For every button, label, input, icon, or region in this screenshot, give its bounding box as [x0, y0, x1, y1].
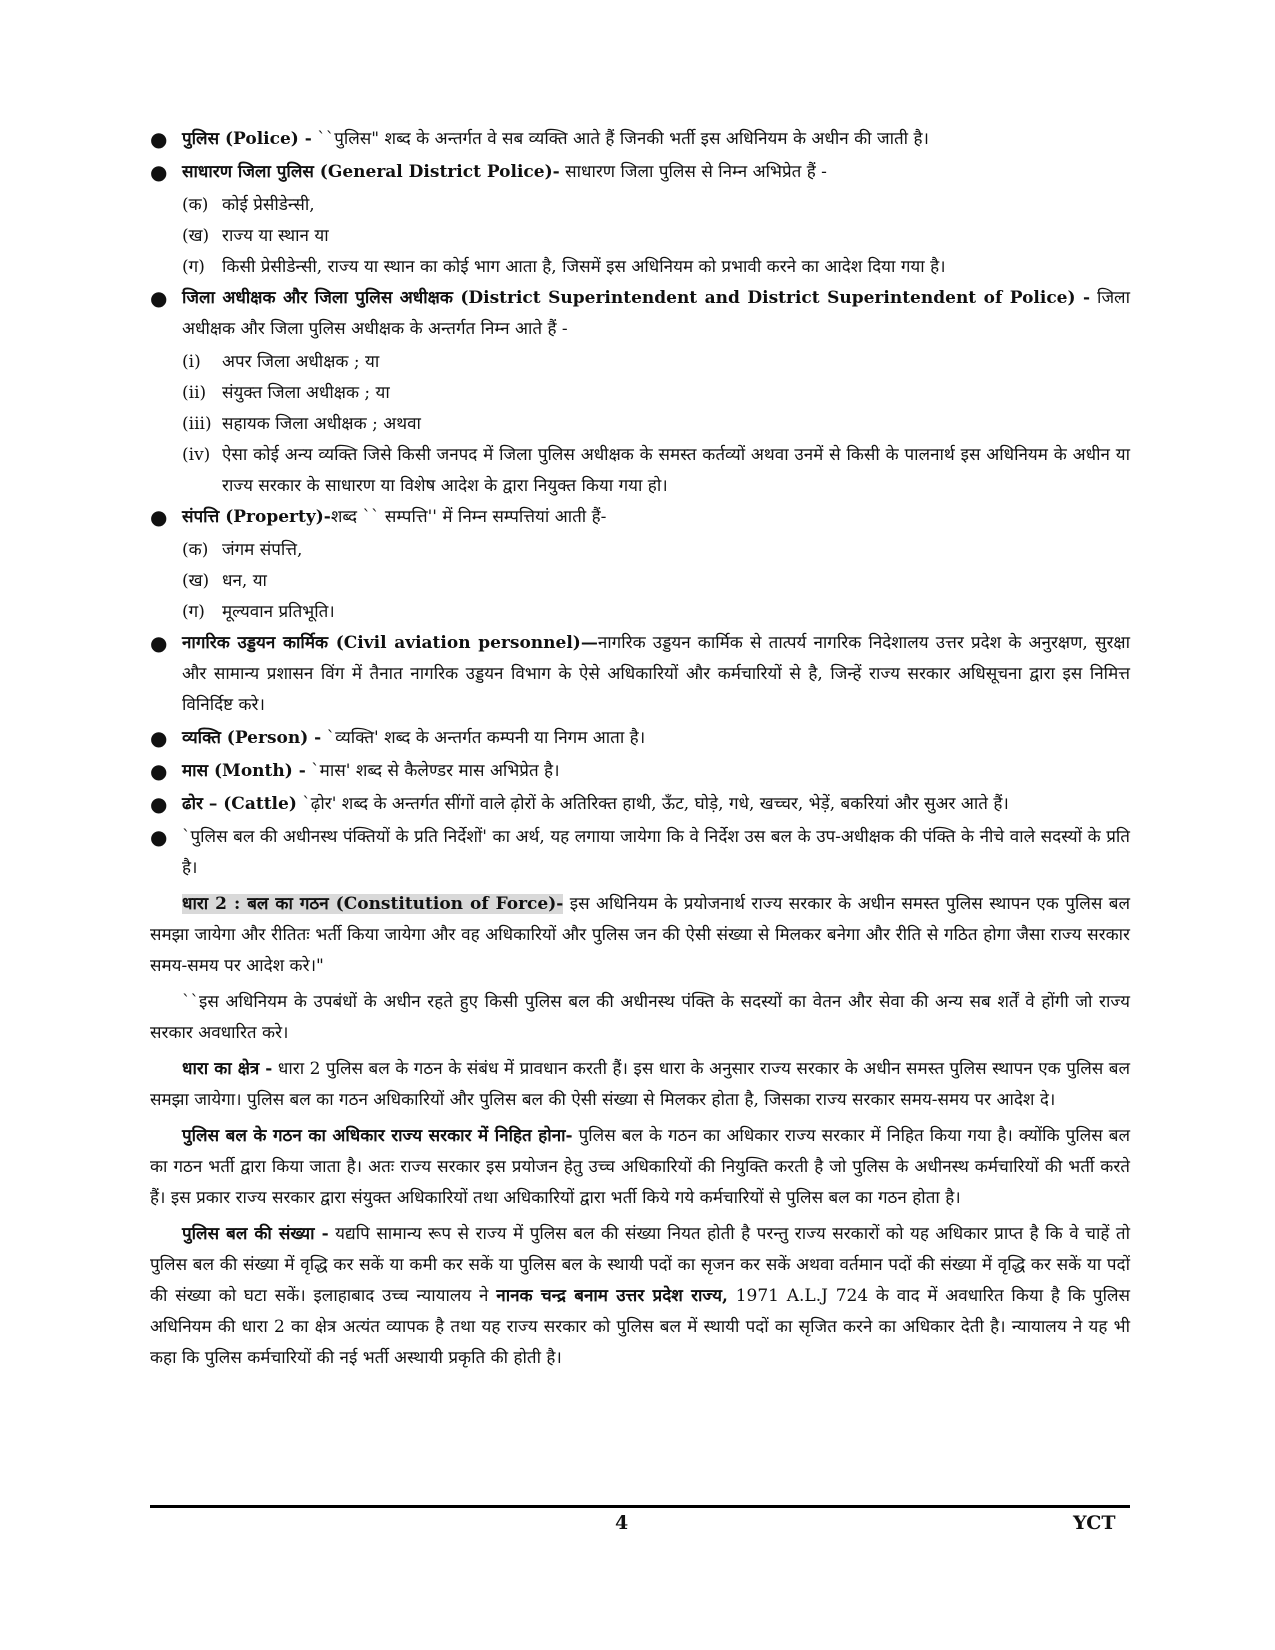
list-item	[150, 597, 1130, 628]
footer-rule	[150, 1505, 1130, 1508]
conditions-paragraph	[150, 987, 1130, 1049]
paragraph-text: यद्यपि सामान्य रूप से राज्य में पुलिस बल की संख्या नियत होती है परन्तु राज्य सरकारों को यह अधिकार प्राप्त है कि वे चाहें तो पुलिस बल की संख्या में वृद्धि कर सकें या कमी कर सकें या पुलिस बल के स्थायी पदों का सृजन कर सकें अथवा वर्तमान पदों की संख्या में वृद्धि कर सकें या पदों की संख्या को घटा सकें। इलाहाबाद उच्च न्यायालय ने	[150, 1224, 1131, 1306]
list-item-text: जंगम संपत्ति,	[222, 540, 303, 560]
power-paragraph	[150, 1121, 1130, 1214]
definition-term: जिला अधीक्षक और जिला पुलिस अधीक्षक (District Superintendent and District Superintendent of Police) -	[182, 288, 1091, 308]
list-item-text: सहायक जिला अधीक्षक ; अथवा	[222, 414, 421, 434]
definition-text: ``पुलिस" शब्द के अन्तर्गत वे सब व्यक्ति आते हैं जिनकी भर्ती इस अधिनियम के अधीन की जाती है।	[311, 129, 929, 149]
paragraph-term: धारा का क्षेत्र -	[182, 1059, 273, 1079]
definition-term: मास (Month) -	[182, 761, 306, 781]
bullet-icon: ●	[150, 631, 168, 655]
definition-term: पुलिस (Police) -	[182, 129, 312, 149]
list-item-label: (ग)	[182, 602, 205, 622]
list-item-label: (ग)	[182, 257, 205, 277]
definition-police	[150, 124, 1130, 155]
paragraph-text: ``इस अधिनियम के उपबंधों के अधीन रहते हुए किसी पुलिस बल की अधीनस्थ पंक्ति के सदस्यों का वेतन और सेवा की अन्य सब शर्तें वे होंगी जो राज्य सरकार अवधारित करे।	[150, 992, 1130, 1043]
list-item-text: अपर जिला अधीक्षक ; या	[222, 352, 380, 372]
definition-term: साधारण जिला पुलिस (General District Police)-	[182, 162, 560, 182]
list-item-text: मूल्यवान प्रतिभूति।	[222, 602, 335, 622]
paragraph-term: पुलिस बल के गठन का अधिकार राज्य सरकार में निहित होना-	[182, 1126, 573, 1146]
section-text: इस अधिनियम के प्रयोजनार्थ राज्य सरकार के अधीन समस्त पुलिस स्थापन एक पुलिस बल समझा जायेगा और रीतितः भर्ती किया जायेगा और वह अधिकारियों और पुलिस जन की ऐसी संख्या से मिलकर बनेगा और रीति से गठित होगा जैसा राज्य सरकार समय-समय पर आदेश करे।"	[150, 894, 1130, 976]
paragraph-text: धारा 2 पुलिस बल के गठन के संबंध में प्रावधान करती हैं। इस धारा के अनुसार राज्य सरकार के अधीन समस्त पुलिस स्थापन एक पुलिस बल समझा जायेगा। पुलिस बल का गठन अधिकारियों और पुलिस बल की ऐसी संख्या से मिलकर होता है, जिसका राज्य सरकार समय-समय पर आदेश दे।	[150, 1059, 1131, 1110]
bullet-icon: ●	[150, 286, 168, 310]
list-item	[150, 221, 1130, 252]
list-item	[150, 440, 1130, 502]
list-item	[150, 252, 1130, 283]
paragraph-text: पुलिस बल के गठन का अधिकार राज्य सरकार में निहित किया गया है। क्योंकि पुलिस बल का गठन भर्ती द्वारा किया जाता है। अतः राज्य सरकार इस प्रयोजन हेतु उच्च अधिकारियों की नियुक्ति करती है जो पुलिस के अधीनस्थ कर्मचारियों की भर्ती करते हैं। इस प्रकार राज्य सरकार द्वारा संयुक्त अधिकारियों तथा अधिकारियों द्वारा भर्ती किये गये कर्मचारियों से पुलिस बल का गठन होता है।	[150, 1126, 1130, 1208]
definition-subordinate-ranks	[150, 822, 1130, 884]
definition-text: नागरिक उड्डयन कार्मिक से तात्पर्य नागरिक निदेशालय उत्तर प्रदेश के अनुरक्षण, सुरक्षा और सामान्य प्रशासन विंग में तैनात नागरिक उड्डयन विभाग के ऐसे अधिकारियों और कर्मचारियों से है, जिन्हें राज्य सरकार अधिसूचना द्वारा इस निमित्त विनिर्दिष्ट करे।	[182, 633, 1131, 715]
list-item-text: कोई प्रेसीडेन्सी,	[222, 195, 315, 215]
bullet-icon: ●	[150, 127, 168, 151]
definition-term: संपत्ति (Property)-	[182, 507, 331, 527]
list-item	[150, 190, 1130, 221]
definition-text: साधारण जिला पुलिस से निम्न अभिप्रेत हैं -	[559, 162, 827, 182]
list-item	[150, 566, 1130, 597]
definition-text: `पुलिस बल की अधीनस्थ पंक्तियों के प्रति निर्देशों' का अर्थ, यह लगाया जायेगा कि वे निर्देश उस बल के उप-अधीक्षक की पंक्ति के नीचे वाले सदस्यों के प्रति है।	[182, 827, 1130, 878]
paragraph-text: 1971 A.L.J 724 के वाद में अवधारित किया है कि पुलिस अधिनियम की धारा 2 का क्षेत्र अत्यंत व्यापक है तथा यह राज्य सरकार को पुलिस बल में स्थायी पदों का सृजित करने का अधिकार देती है। न्यायालय ने यह भी कहा कि पुलिस कर्मचारियों की नई भर्ती अस्थायी प्रकृति की होती है।	[150, 1286, 1131, 1368]
definition-term: नागरिक उड्डयन कार्मिक (Civil aviation personnel)—	[182, 633, 598, 653]
list-item-text: धन, या	[222, 571, 267, 591]
definition-term: व्यक्ति (Person) -	[182, 728, 322, 748]
page-number: 4	[615, 1512, 629, 1534]
definition-general-district-police	[150, 157, 1130, 188]
definition-text: जिला अधीक्षक और जिला पुलिस अधीक्षक के अन्तर्गत निम्न आते हैं -	[182, 288, 1130, 339]
list-item-text: राज्य या स्थान या	[222, 226, 329, 246]
list-item-label: (ख)	[182, 226, 210, 246]
bullet-icon: ●	[150, 792, 168, 816]
definition-term: ढोर – (Cattle)	[182, 794, 297, 814]
definition-property	[150, 502, 1130, 533]
section-heading: धारा 2 : बल का गठन (Constitution of Force)-	[182, 894, 564, 914]
definition-text: शब्द `` सम्पत्ति'' में निम्न सम्पत्तियां आती हैं-	[330, 507, 607, 527]
list-item-label: (iii)	[182, 414, 212, 434]
definition-text: `व्यक्ति' शब्द के अन्तर्गत कम्पनी या निगम आता है।	[321, 728, 646, 748]
section-2-paragraph	[150, 889, 1130, 982]
definition-month	[150, 756, 1130, 787]
definition-civil-aviation-personnel	[150, 628, 1130, 721]
list-item	[150, 378, 1130, 409]
definition-text: `मास' शब्द से कैलेण्डर मास अभिप्रेत है।	[305, 761, 560, 781]
list-item-label: (क)	[182, 540, 209, 560]
scope-paragraph	[150, 1054, 1130, 1116]
list-item	[150, 535, 1130, 566]
bullet-icon: ●	[150, 160, 168, 184]
definition-district-superintendent	[150, 283, 1130, 345]
list-item-text: किसी प्रेसीडेन्सी, राज्य या स्थान का कोई भाग आता है, जिसमें इस अधिनियम को प्रभावी करने का आदेश दिया गया है।	[222, 257, 946, 277]
strength-paragraph	[150, 1219, 1130, 1374]
list-item-label: (ii)	[182, 383, 207, 403]
list-item	[150, 409, 1130, 440]
bullet-icon: ●	[150, 759, 168, 783]
list-item-text: ऐसा कोई अन्य व्यक्ति जिसे किसी जनपद में जिला पुलिस अधीक्षक के समस्त कर्तव्यों अथवा उनमें से किसी के पालनार्थ इस अधिनियम के अधीन या राज्य सरकार के साधारण या विशेष आदेश के द्वारा नियुक्त किया गया हो।	[222, 445, 1130, 496]
page-content	[150, 124, 1130, 1374]
list-item-text: संयुक्त जिला अधीक्षक ; या	[222, 383, 390, 403]
footer-brand: YCT	[1073, 1512, 1116, 1534]
list-item-label: (i)	[182, 352, 201, 372]
bullet-icon: ●	[150, 505, 168, 529]
list-item-label: (ख)	[182, 571, 210, 591]
definition-cattle	[150, 789, 1130, 820]
list-item	[150, 347, 1130, 378]
bullet-icon: ●	[150, 825, 168, 849]
bullet-icon: ●	[150, 726, 168, 750]
case-name: नानक चन्द्र बनाम उत्तर प्रदेश राज्य,	[496, 1286, 728, 1306]
definition-text: `ढ़ोर' शब्द के अन्तर्गत सींगों वाले ढ़ोरों के अतिरिक्त हाथी, ऊँट, घोड़े, गधे, खच्चर, भेड़ें, बकरियां और सुअर आते हैं।	[296, 794, 1009, 814]
list-item-label: (क)	[182, 195, 209, 215]
definition-person	[150, 723, 1130, 754]
paragraph-term: पुलिस बल की संख्या -	[182, 1224, 329, 1244]
list-item-label: (iv)	[182, 445, 211, 465]
